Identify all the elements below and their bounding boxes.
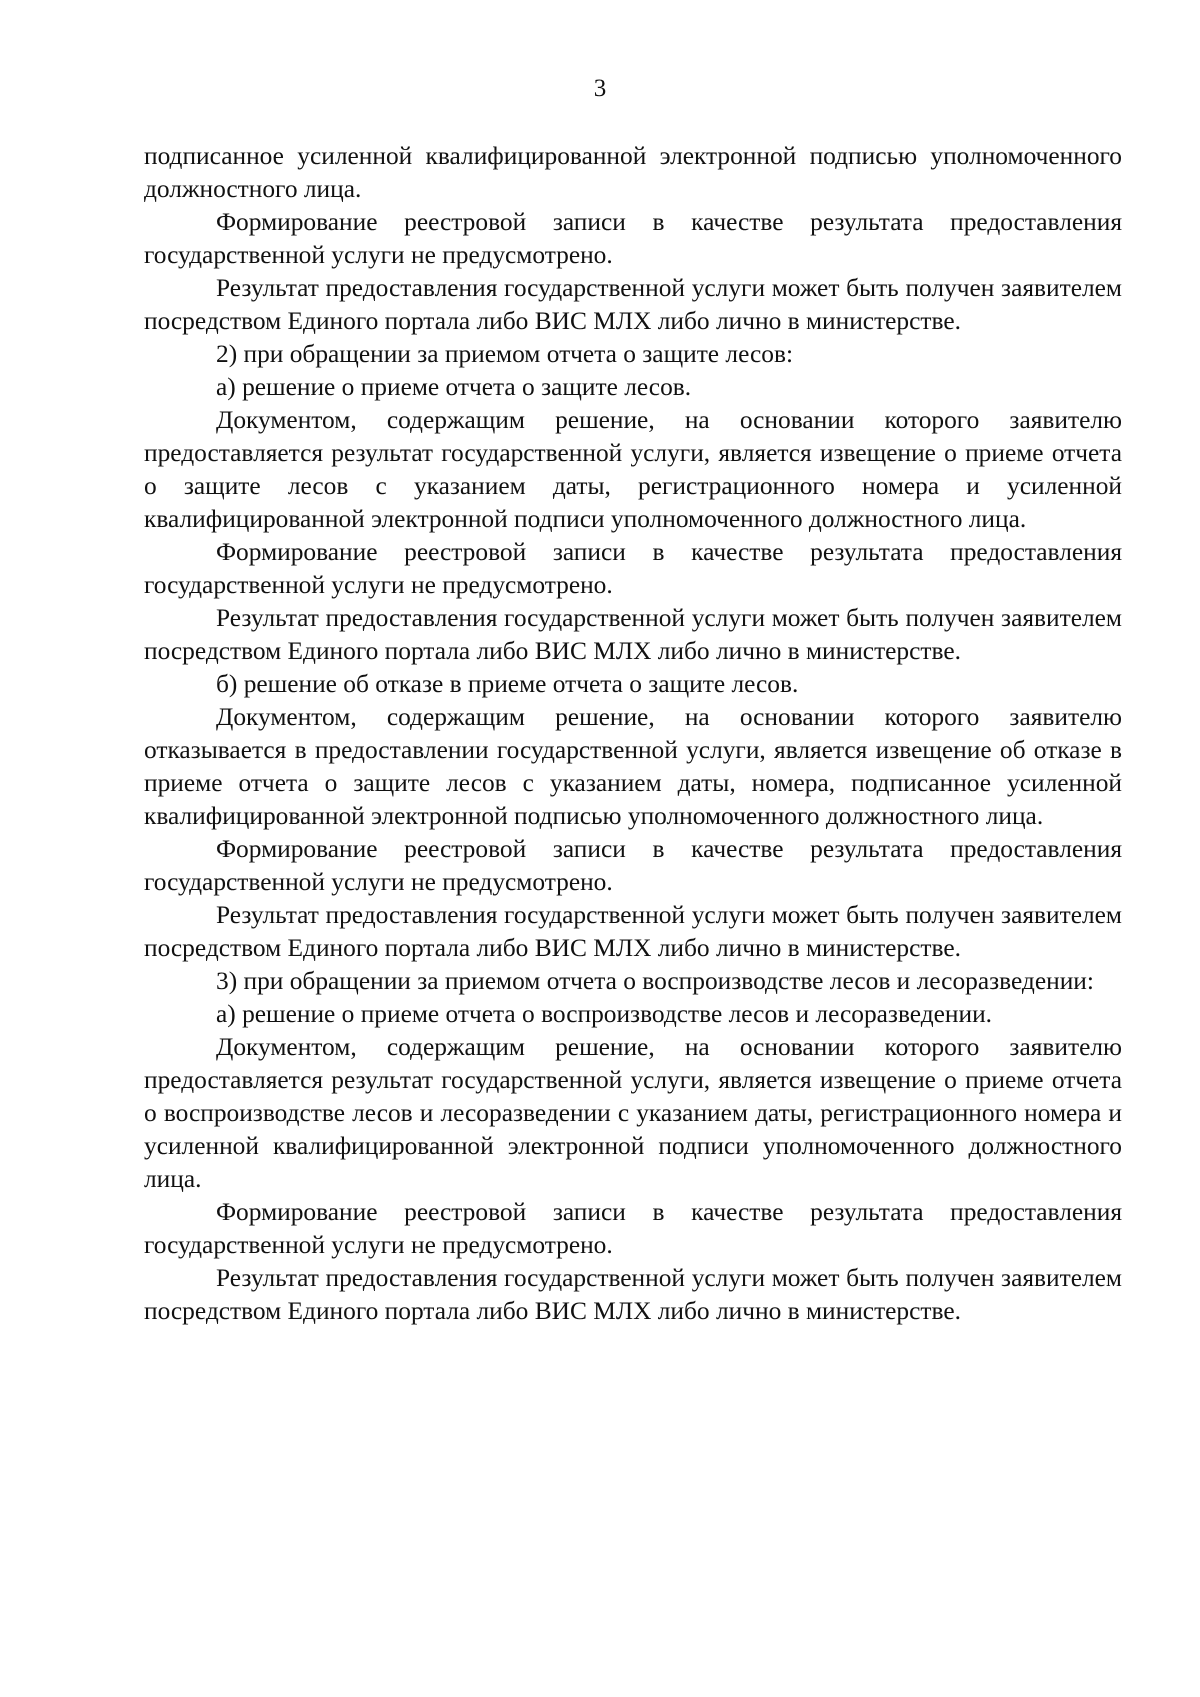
paragraph: Документом, содержащим решение, на основании которого заявителю предоставляется результат государственной услуги, является извещение о приеме отчета о защите лесов с указанием даты, регистрационного номера и усиленной квалифицированной электронной подписи уполномоченного должностного лица. bbox=[144, 406, 1122, 533]
paragraph: Формирование реестровой записи в качестве результата предоставления государственной услуги не предусмотрено. bbox=[144, 208, 1122, 269]
paragraph: подписанное усиленной квалифицированной электронной подписью уполномоченного должностного лица. bbox=[144, 142, 1122, 203]
paragraph: а) решение о приеме отчета о защите лесов. bbox=[216, 373, 692, 401]
paragraph: Формирование реестровой записи в качестве результата предоставления государственной услуги не предусмотрено. bbox=[144, 1198, 1122, 1259]
paragraph: 3) при обращении за приемом отчета о воспроизводстве лесов и лесоразведении: bbox=[216, 967, 1094, 995]
paragraph: Результат предоставления государственной услуги может быть получен заявителем посредством Единого портала либо ВИС МЛХ либо лично в министерстве. bbox=[144, 604, 1122, 665]
paragraph: Формирование реестровой записи в качестве результата предоставления государственной услуги не предусмотрено. bbox=[144, 835, 1122, 896]
paragraph: Результат предоставления государственной услуги может быть получен заявителем посредством Единого портала либо ВИС МЛХ либо лично в министерстве. bbox=[144, 1264, 1122, 1325]
page-number: 3 bbox=[593, 75, 607, 102]
paragraph: Документом, содержащим решение, на основании которого заявителю отказывается в предоставлении государственной услуги, является извещение об отказе в приеме отчета о защите лесов с указанием даты, номера, подписанное усиленной квалифицированной электронной подписью уполномоченного должностного лица. bbox=[144, 703, 1122, 830]
paragraph: Результат предоставления государственной услуги может быть получен заявителем посредством Единого портала либо ВИС МЛХ либо лично в министерстве. bbox=[144, 274, 1122, 335]
paragraph: Результат предоставления государственной услуги может быть получен заявителем посредством Единого портала либо ВИС МЛХ либо лично в министерстве. bbox=[144, 901, 1122, 962]
paragraph: 2) при обращении за приемом отчета о защите лесов: bbox=[216, 340, 794, 368]
paragraph: б) решение об отказе в приеме отчета о защите лесов. bbox=[216, 670, 799, 698]
paragraph: Формирование реестровой записи в качестве результата предоставления государственной услуги не предусмотрено. bbox=[144, 538, 1122, 599]
paragraph: а) решение о приеме отчета о воспроизводстве лесов и лесоразведении. bbox=[216, 1000, 993, 1028]
document-body bbox=[144, 140, 1122, 1328]
paragraph: Документом, содержащим решение, на основании которого заявителю предоставляется результат государственной услуги, является извещение о приеме отчета о воспроизводстве лесов и лесоразведении с указанием даты, регистрационного номера и усиленной квалифицированной электронной подписи уполномоченного должностного лица. bbox=[144, 1033, 1122, 1193]
